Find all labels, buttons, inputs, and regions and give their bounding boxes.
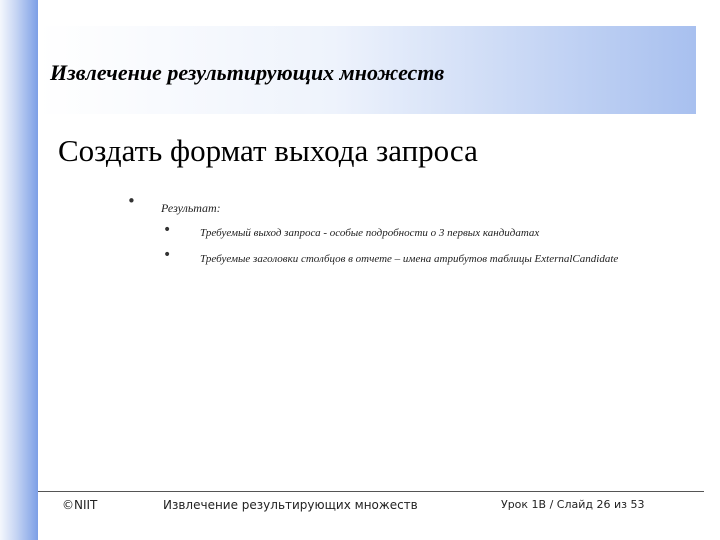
sub-bullet-text: Требуемый выход запроса - особые подробности о 3 первых кандидатах xyxy=(200,227,540,239)
footer-title: Извлечение результирующих множеств xyxy=(163,498,418,512)
footer-page-info: Урок 1B / Слайд 26 из 53 xyxy=(501,498,645,511)
bullet-main-text: Результат: xyxy=(161,201,221,215)
left-decorative-bar xyxy=(0,0,38,540)
bullet-dot-icon: • xyxy=(163,222,172,238)
bullet-dot-icon: • xyxy=(127,192,136,210)
footer-divider xyxy=(38,491,704,492)
header-title: Извлечение результирующих множеств xyxy=(50,60,445,85)
bullet-dot-icon: • xyxy=(163,247,172,263)
slide-title: Создать формат выхода запроса xyxy=(58,133,478,168)
footer-copyright: ©NIIT xyxy=(62,498,98,512)
sub-bullet-text: Требуемые заголовки столбцов в отчете – имена атрибутов таблицы ExternalCandidate xyxy=(200,253,619,265)
